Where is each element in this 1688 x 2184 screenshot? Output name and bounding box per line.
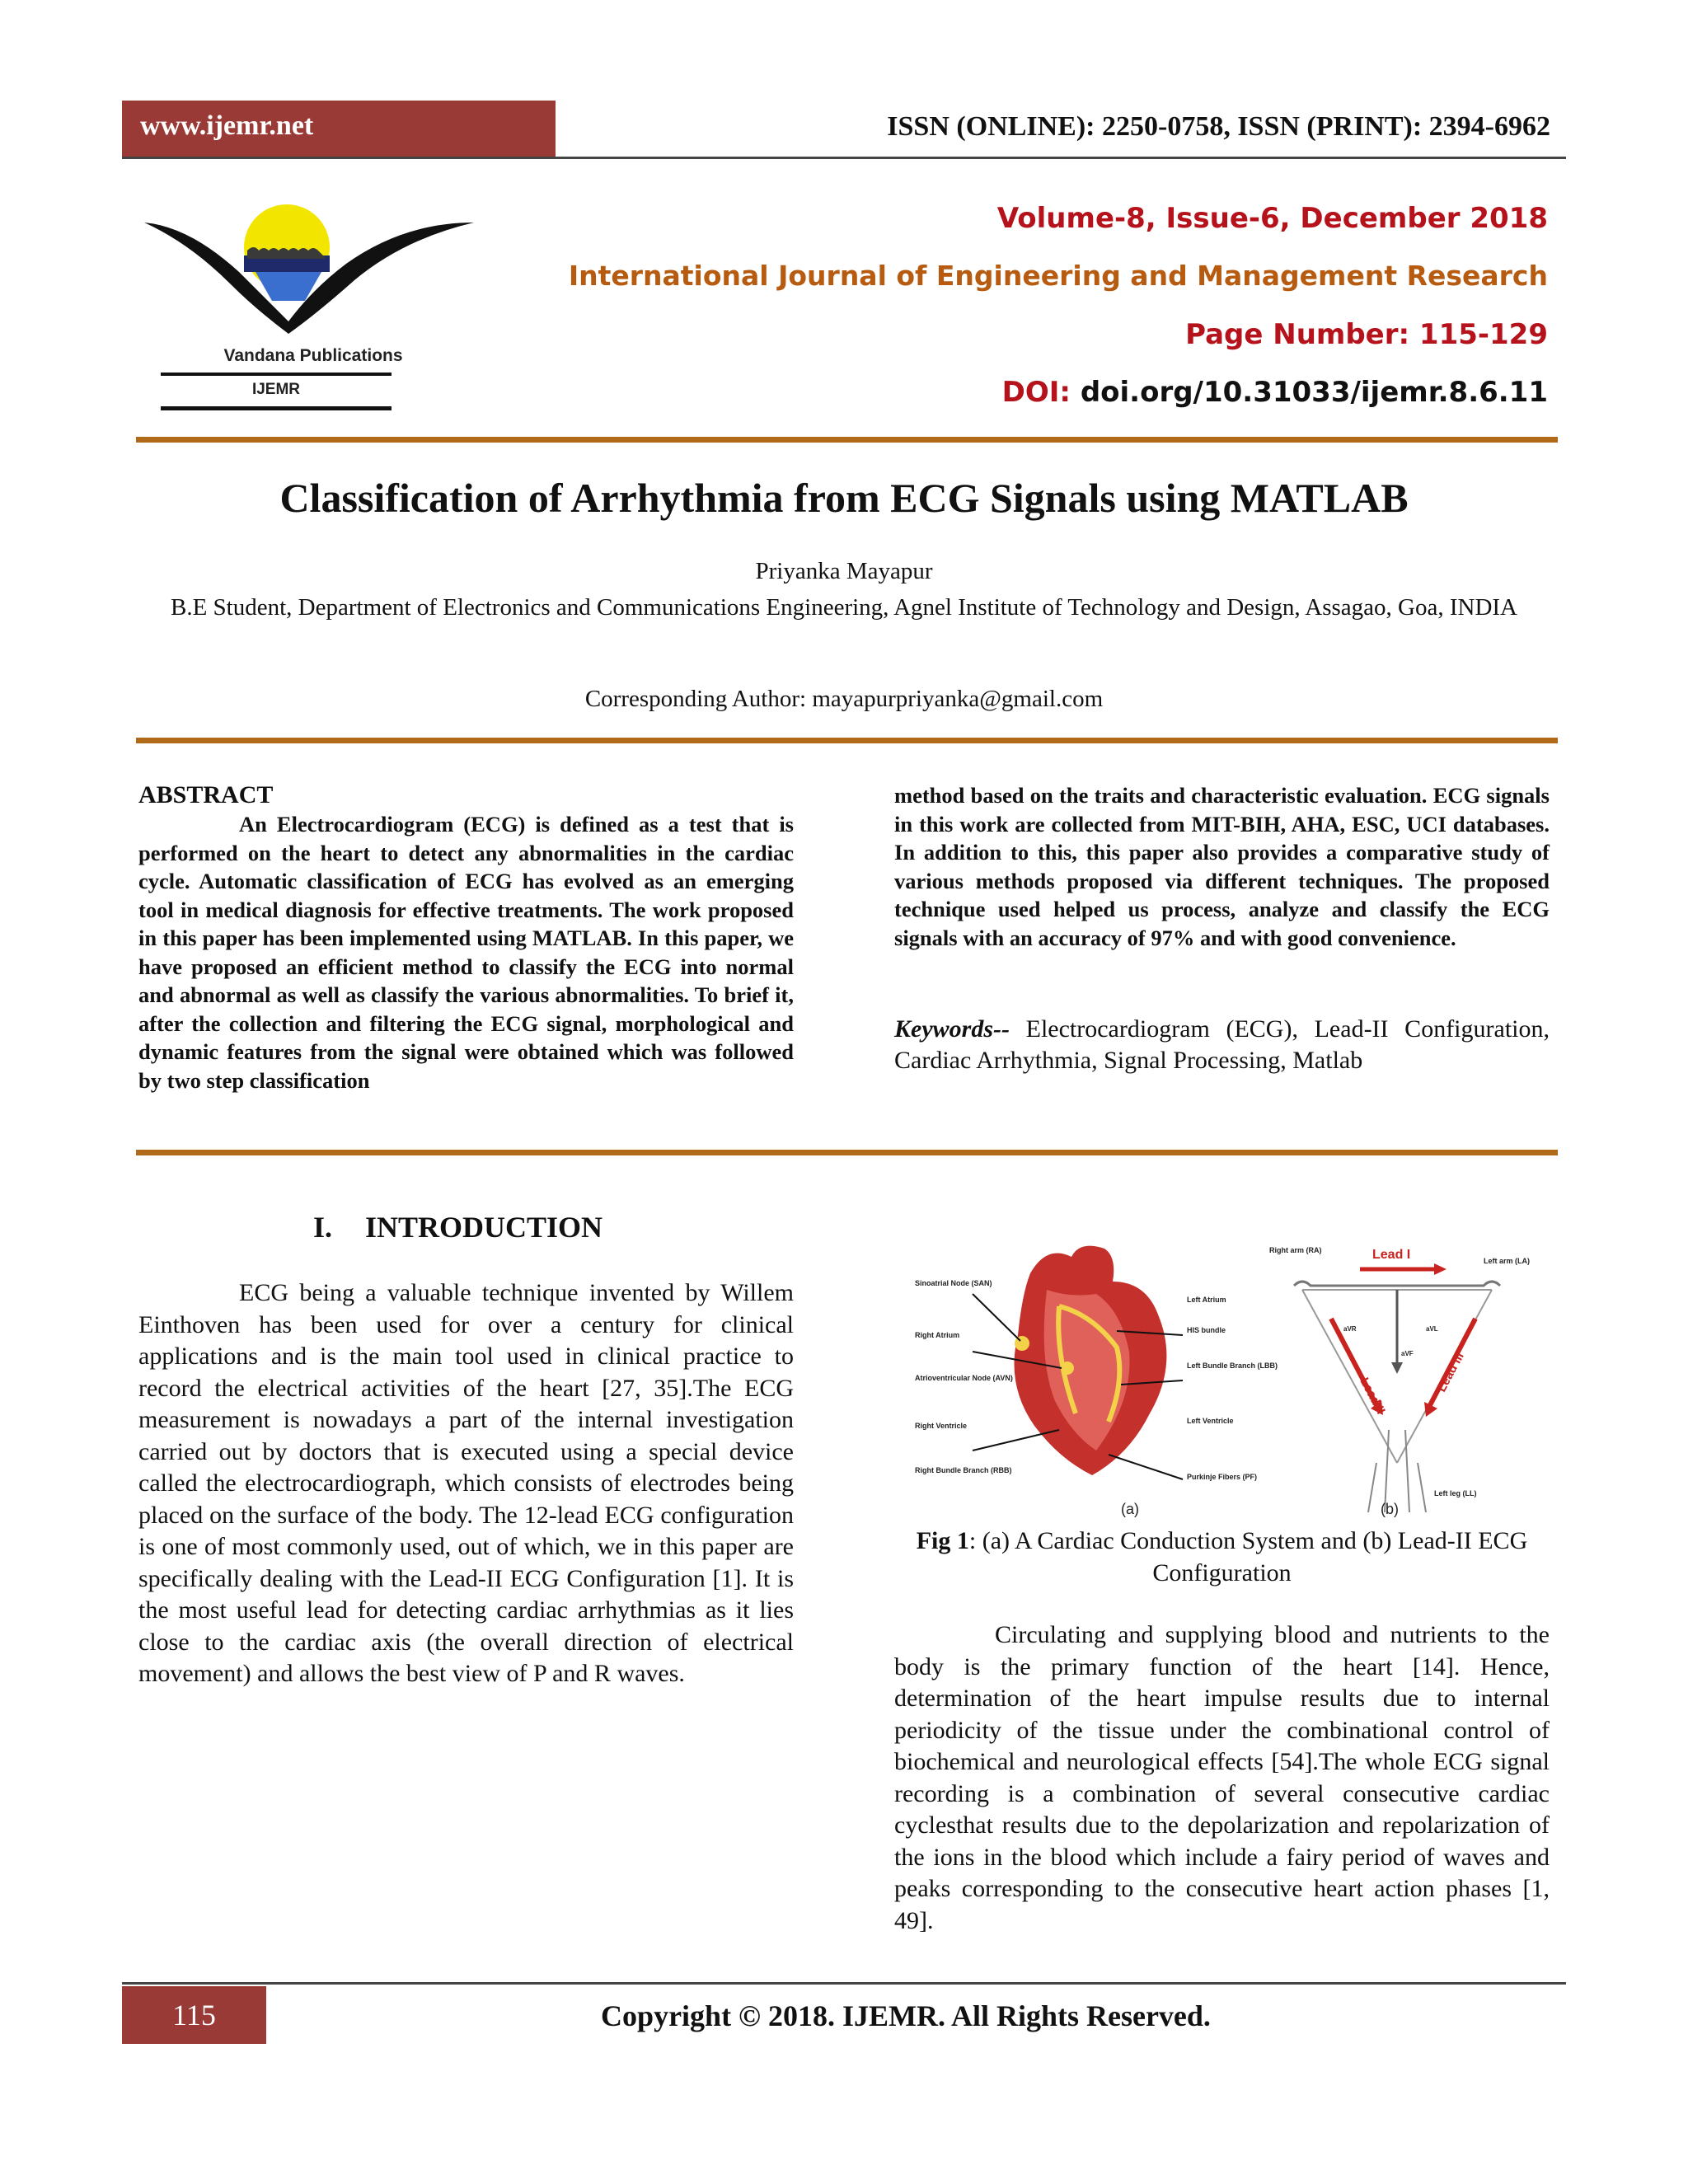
label-avl: aVL: [1426, 1325, 1438, 1333]
figure-caption: [894, 1525, 1550, 1589]
heart-and-lead-diagram: [915, 1240, 1558, 1521]
subfigure-b-label: (b): [1381, 1501, 1399, 1517]
label-his-bundle: HIS bundle: [1187, 1326, 1226, 1334]
label-av-node: Atrioventricular Node (AVN): [915, 1374, 1013, 1382]
doi-line: [1002, 376, 1548, 409]
logo-rule: [161, 373, 392, 376]
subfigure-a-label: (a): [1121, 1501, 1139, 1517]
label-right-bundle: Right Bundle Branch (RBB): [915, 1466, 1012, 1474]
logo-rule: [161, 406, 392, 410]
label-right-atrium: Right Atrium: [915, 1331, 960, 1339]
abstract-text-left: An Electrocardiogram (ECG) is defined as a test that is performed on the heart to detect any abnormalities in the cardiac cycle. Automatic classification of ECG has evolved as an emerging tool in medical diagnosis for effective treatments. The work proposed in this paper has been implemented using MATLAB. In this paper, we have proposed an efficient method to classify the ECG into normal and abnormal as well as classify the various abnormalities. To brief it, after the collection and filtering the ECG signal, morphological and dynamic features from the signal were obtained which was followed by two step classification: [138, 812, 794, 1093]
site-url[interactable]: www.ijemr.net: [140, 110, 314, 141]
page-number: Page Number: 115-129: [1185, 318, 1548, 351]
figure-caption-text: : (a) A Cardiac Conduction System and (b) Lead-II ECG Configuration: [968, 1527, 1528, 1586]
introduction-text: ECG being a valuable technique invented by Willem Einthoven has been used for over a century for clinical applications and is the main tool used in clinical practice to record the electrical activities of the heart [27, 35].The ECG measurement is nowadays a part of the internal investigation carried out by doctors that is executed using a special device called the electrocardiograph, which consists of electrodes being placed on the surface of the body. The 12-lead ECG configuration is one of most commonly used, out of which, we in this paper are specifically dealing with the Lead-II ECG Configuration [1]. It is the most useful lead for detecting cardiac arrhythmias as it lies close to the cardiac axis (the overall direction of electrical movement) and allows the best view of P and R waves.: [138, 1279, 794, 1687]
site-bar: [122, 101, 556, 157]
label-left-leg: Left leg (LL): [1434, 1489, 1477, 1497]
label-sinoatrial: Sinoatrial Node (SAN): [915, 1279, 992, 1287]
keywords-list: Electrocardiogram (ECG), Lead-II Configuration, Cardiac Arrhythmia, Signal Processing, Matlab: [894, 1015, 1550, 1074]
section-heading-introduction: [313, 1210, 603, 1244]
label-left-arm: Left arm (LA): [1484, 1257, 1530, 1265]
section-rule: [136, 738, 1558, 743]
abstract-text-right: method based on the traits and characteristic evaluation. ECG signals in this work are collected from MIT-BIH, AHA, ESC, UCI databases. In addition to this, this paper also provides a comparative study of various methods proposed via different techniques. The proposed technique used helped us process, analyze and classify the ECG signals with an accuracy of 97% and with good convenience.: [894, 783, 1550, 950]
label-lead-1: Lead I: [1372, 1248, 1411, 1262]
heart-illustration: [973, 1246, 1183, 1479]
author-affiliation: B.E Student, Department of Electronics and Communications Engineering, Agnel Institute of Technology and Design, Assagao, Goa, INDIA: [171, 594, 1517, 621]
label-lead-3: Lead III: [1434, 1350, 1467, 1394]
figure-1: [915, 1240, 1558, 1521]
keywords-label: Keywords--: [894, 1015, 1010, 1043]
journal-name: International Journal of Engineering and Management Research: [568, 260, 1548, 292]
copyright-notice: Copyright © 2018. IJEMR. All Rights Reserved.: [601, 1999, 1211, 2032]
doi-label: DOI:: [1001, 376, 1071, 409]
corresponding-author: Corresponding Author: mayapurpriyanka@gmail.com: [584, 686, 1104, 712]
section-number: I.: [313, 1211, 333, 1244]
footer-rule: [122, 1982, 1566, 1985]
issn-line: ISSN (ONLINE): 2250-0758, ISSN (PRINT): 2394-6962: [887, 111, 1550, 142]
logo-abbreviation: IJEMR: [251, 381, 301, 398]
page-number: 115: [172, 1999, 216, 2032]
abstract-heading: ABSTRACT: [138, 781, 274, 808]
publisher-logo: [140, 190, 486, 420]
doi-link[interactable]: doi.org/10.31033/ijemr.8.6.11: [1070, 376, 1548, 409]
label-left-atrium: Left Atrium: [1187, 1296, 1226, 1304]
label-avf: aVF: [1401, 1350, 1414, 1357]
bird-sun-logo-icon: [140, 190, 486, 346]
author-name: Priyanka Mayapur: [755, 558, 933, 584]
body-text-right: Circulating and supplying blood and nutrients to the body is the primary function of the heart [14]. Hence, determination of the heart impulse results due to internal periodicity of the tissue under the combinational control of biochemical and neurological effects [54].The whole ECG signal recording is a combination of several consecutive cardiac cyclesthat results due to the depolarization and repolarization of the ions in the blood which include a fairy period of waves and peaks corresponding to the consecutive heart action phases [1, 49].: [894, 1621, 1550, 1934]
section-title: INTRODUCTION: [365, 1211, 603, 1244]
label-lead-2: Lead II: [1357, 1375, 1388, 1417]
figure-label: Fig 1: [916, 1527, 969, 1554]
paper-title: Classification of Arrhythmia from ECG Signals using MATLAB: [279, 475, 1409, 521]
section-rule: [136, 1150, 1558, 1155]
label-avr: aVR: [1343, 1325, 1357, 1333]
logo-publisher-name: Vandana Publications: [223, 346, 403, 365]
section-rule: [136, 437, 1558, 443]
label-right-ventricle: Right Ventricle: [915, 1422, 968, 1430]
journal-volume: Volume-8, Issue-6, December 2018: [996, 202, 1548, 235]
lead-triangle-diagram: [1294, 1263, 1500, 1512]
label-left-bundle: Left Bundle Branch (LBB): [1187, 1361, 1278, 1370]
label-right-arm: Right arm (RA): [1269, 1246, 1322, 1254]
keywords: [894, 1014, 1550, 1076]
label-purkinje: Purkinje Fibers (PF): [1187, 1473, 1258, 1481]
header-rule: [122, 157, 1566, 159]
label-left-ventricle: Left Ventricle: [1187, 1417, 1234, 1425]
